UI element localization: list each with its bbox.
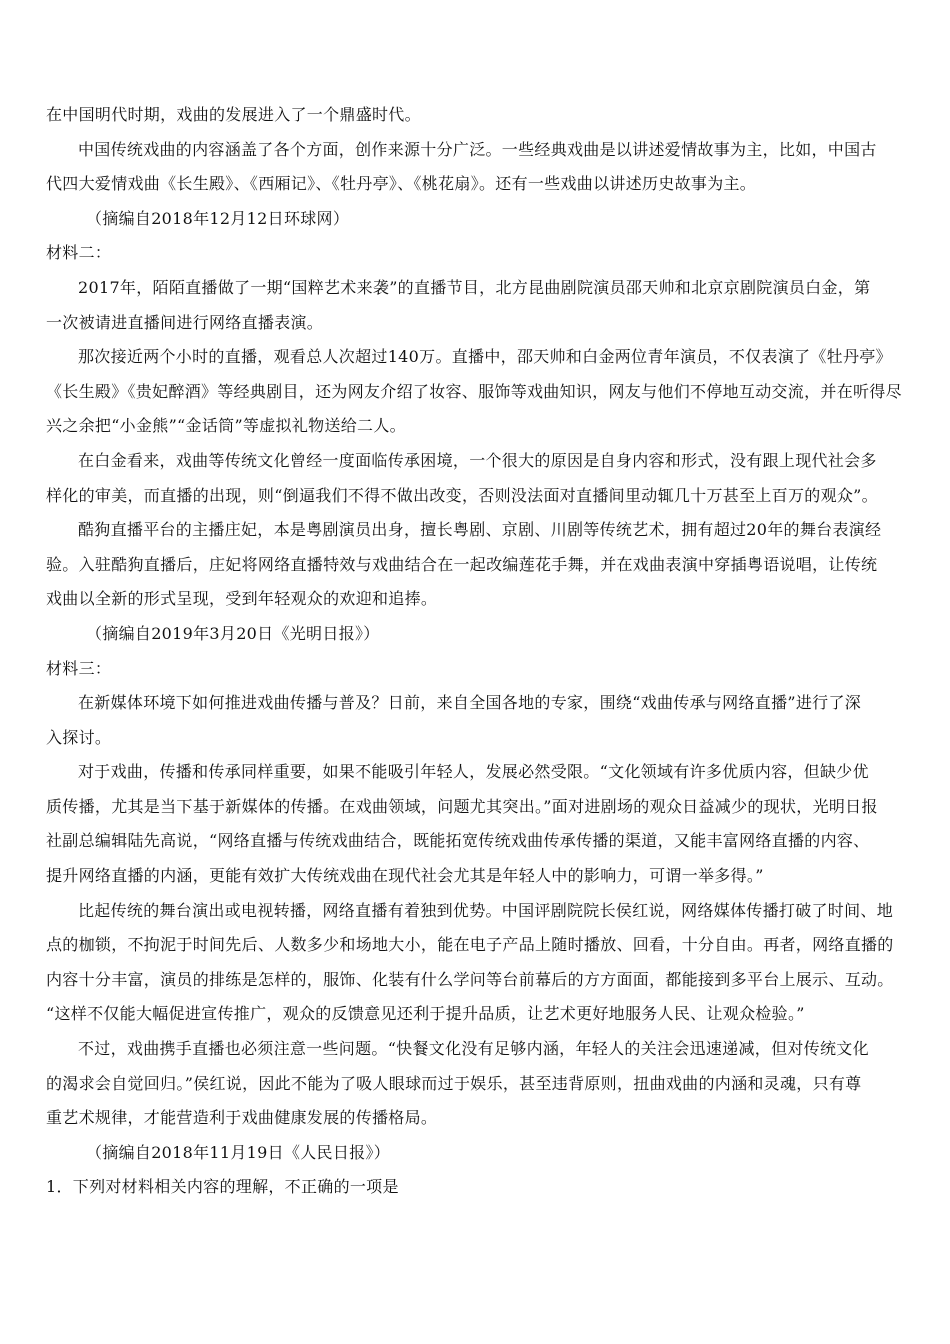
text-line: 的渴求会自觉回归。”侯红说，因此不能为了吸人眼球而过于娱乐，甚至违背原则，扭曲戏曲的内涵和灵魂，只有尊 [46,1073,862,1093]
source-citation: （摘编自2018年11月19日《人民日报》） [86,1142,391,1162]
paragraph-first-line: 不过，戏曲携手直播也必须注意一些问题。“快餐文化没有足够内涵，年轻人的关注会迅速递减，但对传统文化 [78,1039,869,1059]
text-line: 在中国明代时期，戏曲的发展进入了一个鼎盛时代。 [46,105,421,124]
text-line: 《长生殿》《贵妃醉酒》等经典剧目，还为网友介绍了妆容、服饰等戏曲知识，网友与他们不停地互动交流，并在听得尽 [46,381,902,401]
text-line: 内容十分丰富，演员的排练是怎样的，服饰、化装有什么学问等台前幕后的方方面面，都能接到多平台上展示、互动。 [46,969,894,989]
paragraph-first-line: 在新媒体环境下如何推进戏曲传播与普及？日前，来自全国各地的专家，围绕“戏曲传承与网络直播”进行了深 [78,693,862,713]
paragraph-first-line: 中国传统戏曲的内容涵盖了各个方面，创作来源十分广泛。一些经典戏曲是以讲述爱情故事为主，比如，中国古 [78,139,877,159]
text-line: 代四大爱情戏曲《长生殿》、《西厢记》、《牡丹亭》、《桃花扇》。还有一些戏曲以讲述历史故事为主。 [46,174,757,194]
source-citation: （摘编自2018年12月12日环球网） [86,208,350,228]
text-line: 戏曲以全新的形式呈现，受到年轻观众的欢迎和追捧。 [46,589,438,609]
text-line: 材料二： [46,243,112,263]
text-line: 1．下列对材料相关内容的理解，不正确的一项是 [46,1177,399,1197]
paragraph-first-line: 在白金看来，戏曲等传统文化曾经一度面临传承困境，一个很大的原因是自身内容和形式，没有跟上现代社会多 [78,450,877,470]
paragraph-first-line: 酷狗直播平台的主播庄妃，本是粤剧演员出身，擅长粤剧、京剧、川剧等传统艺术，拥有超过20年的舞台表演经 [78,520,882,540]
text-line: “这样不仅能大幅促进宣传推广，观众的反馈意见还利于提升品质，让艺术更好地服务人民、让观众检验。” [46,1004,805,1024]
text-line: 材料三： [46,658,112,678]
paragraph-first-line: 那次接近两个小时的直播，观看总人次超过140万。直播中，邵天帅和白金两位青年演员，不仅表演了《牡丹亭》 [78,347,892,367]
text-line: 一次被请进直播间进行网络直播表演。 [46,312,324,332]
text-line: 点的枷锁，不拘泥于时间先后、人数多少和场地大小，能在电子产品上随时播放、回看，十分自由。再者，网络直播的 [46,935,894,955]
text-line: 验。入驻酷狗直播后，庄妃将网络直播特效与戏曲结合在一起改编莲花手舞，并在戏曲表演中穿插粤语说唱，让传统 [46,554,878,574]
paragraph-first-line: 对于戏曲，传播和传承同样重要，如果不能吸引年轻人，发展必然受限。“文化领域有许多优质内容，但缺少优 [78,762,869,782]
text-line: 重艺术规律，才能营造利于戏曲健康发展的传播格局。 [46,1108,438,1128]
text-line: 质传播，尤其是当下基于新媒体的传播。在戏曲领域，问题尤其突出。”面对进剧场的观众日益减少的现状，光明日报 [46,796,878,816]
paragraph-first-line: 比起传统的舞台演出或电视转播，网络直播有着独到优势。中国评剧院院长侯红说，网络媒体传播打破了时间、地 [78,900,894,920]
text-line: 样化的审美，而直播的出现，则“倒逼我们不得不做出改变，否则没法面对直播间里动辄几十万甚至上百万的观众”。 [46,485,878,505]
text-line: 入探讨。 [46,727,112,747]
source-citation: （摘编自2019年3月20日《光明日报》） [86,623,380,643]
paragraph-first-line: 2017年，陌陌直播做了一期“国粹艺术来袭”的直播节目，北方昆曲剧院演员邵天帅和北京京剧院演员白金，第 [78,277,871,297]
text-line: 提升网络直播的内涵，更能有效扩大传统戏曲在现代社会尤其是年轻人中的影响力，可谓一举多得。” [46,866,764,886]
text-line: 兴之余把“小金熊”“金话筒”等虚拟礼物送给二人。 [46,416,406,436]
text-line: 社副总编辑陆先高说，“网络直播与传统戏曲结合，既能拓宽传统戏曲传承传播的渠道，又能丰富网络直播的内容、 [46,831,870,851]
